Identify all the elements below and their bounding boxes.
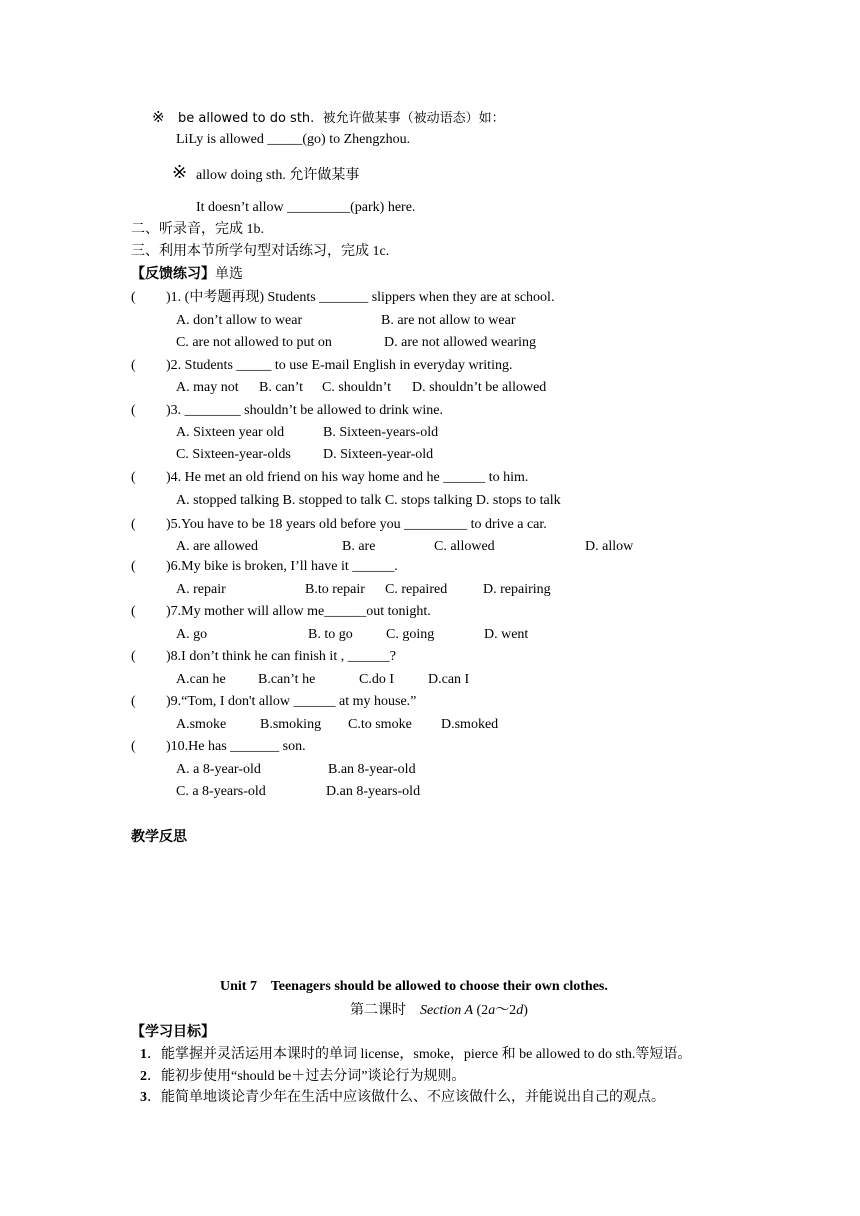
option: D. shouldn’t be allowed: [412, 380, 547, 395]
grammar-example-1: LiLy is allowed _____(go) to Zhengzhou.: [176, 132, 411, 147]
option: C. are not allowed to put on: [176, 335, 332, 350]
option: C. repaired: [385, 582, 448, 597]
option: C.do I: [359, 672, 394, 687]
grammar-note-allow-doing: allow doing sth. 允许做某事: [196, 168, 360, 183]
option: A. a 8-year-old: [176, 762, 261, 777]
option: C. allowed: [434, 539, 495, 554]
grammar-note-allowed-to-do: be allowed to do sth. 被允许做某事（被动语态）如：: [178, 111, 505, 126]
practice-heading-label: 【反馈练习】: [131, 266, 215, 282]
grammar-example-2: It doesn’t allow _________(park) here.: [196, 200, 416, 215]
option: B. are: [342, 539, 376, 554]
option: A.smoke: [176, 717, 227, 732]
answer-paren: (: [131, 649, 136, 664]
answer-paren: (: [131, 604, 136, 619]
option: A. repair: [176, 582, 226, 597]
option: D. went: [484, 627, 529, 642]
option: C. shouldn’t: [322, 380, 391, 395]
option: D. repairing: [483, 582, 551, 597]
objectives-heading: 【学习目标】: [131, 1024, 215, 1040]
answer-paren: (: [131, 358, 136, 373]
option: D. are not allowed wearing: [384, 335, 536, 350]
question-stem: )3. ________ shouldn’t be allowed to drink wine.: [166, 403, 443, 418]
option: C. going: [386, 627, 435, 642]
question-stem: )9.“Tom, I don't allow ______ at my house.”: [166, 694, 417, 709]
objective-item: 3．能简单地谈论青少年在生活中应该做什么、不应该做什么，并能说出自己的观点。: [140, 1090, 665, 1105]
option: B.an 8-year-old: [328, 762, 416, 777]
task-listening: 二、听录音，完成 1b.: [131, 222, 264, 237]
option: A. are allowed: [176, 539, 259, 554]
option: B.can’t he: [258, 672, 316, 687]
lesson-number: 第二课时: [350, 1003, 406, 1018]
option: A.can he: [176, 672, 226, 687]
question-stem: )6.My bike is broken, I’ll have it ______.: [166, 559, 398, 574]
option: C. Sixteen-year-olds: [176, 447, 291, 462]
task-dialogue: 三、利用本节所学句型对话练习，完成 1c.: [131, 244, 390, 259]
option: A. go: [176, 627, 208, 642]
answer-paren: (: [131, 739, 136, 754]
teaching-reflection-heading: 教学反思: [131, 829, 187, 845]
answer-paren: (: [131, 470, 136, 485]
question-stem: )8.I don’t think he can finish it , ______?: [166, 649, 396, 664]
option: B.smoking: [260, 717, 322, 732]
option: A. stopped talking B. stopped to talk C. stops talking D. stops to talk: [176, 493, 561, 508]
option: B. can’t: [259, 380, 304, 395]
reference-mark: ※: [152, 110, 165, 126]
question-stem: )4. He met an old friend on his way home and he ______ to him.: [166, 470, 529, 485]
answer-paren: (: [131, 290, 136, 305]
option: B. Sixteen-years-old: [323, 425, 439, 440]
lesson-subtitle: 第二课时 Section A (2a～2d): [350, 1003, 528, 1018]
option: C.to smoke: [348, 717, 412, 732]
objective-item: 1．能掌握并灵活运用本课时的单词 license，smoke，pierce 和 be allowed to do sth.等短语。: [140, 1047, 692, 1062]
practice-subheading: 单选: [215, 267, 243, 282]
option: B. are not allow to wear: [381, 313, 516, 328]
question-stem: )5.You have to be 18 years old before you _________ to drive a car.: [166, 517, 547, 532]
question-stem: )10.He has _______ son.: [166, 739, 306, 754]
option: D.an 8-years-old: [326, 784, 421, 799]
option: A. may not: [176, 380, 239, 395]
option: D.smoked: [441, 717, 499, 732]
answer-paren: (: [131, 559, 136, 574]
question-stem: )2. Students _____ to use E-mail English in everyday writing.: [166, 358, 513, 373]
answer-paren: (: [131, 694, 136, 709]
option: B.to repair: [305, 582, 365, 597]
option: A. Sixteen year old: [176, 425, 285, 440]
option: D. allow: [585, 539, 634, 554]
question-stem: )1. (中考题再现) Students _______ slippers when they are at school.: [166, 290, 555, 305]
answer-paren: (: [131, 517, 136, 532]
practice-heading: [131, 265, 243, 284]
objective-item: 2．能初步使用“should be＋过去分词”谈论行为规则。: [140, 1069, 466, 1084]
reference-mark: ※: [172, 162, 188, 182]
question-stem: )7.My mother will allow me______out tonight.: [166, 604, 431, 619]
option: A. don’t allow to wear: [176, 313, 303, 328]
option: D. Sixteen-year-old: [323, 447, 434, 462]
unit-title: Unit 7 Teenagers should be allowed to choose their own clothes.: [220, 979, 608, 994]
option: C. a 8-years-old: [176, 784, 266, 799]
option: B. to go: [308, 627, 353, 642]
answer-paren: (: [131, 403, 136, 418]
option: D.can I: [428, 672, 470, 687]
section-label: Section A: [420, 1003, 474, 1018]
